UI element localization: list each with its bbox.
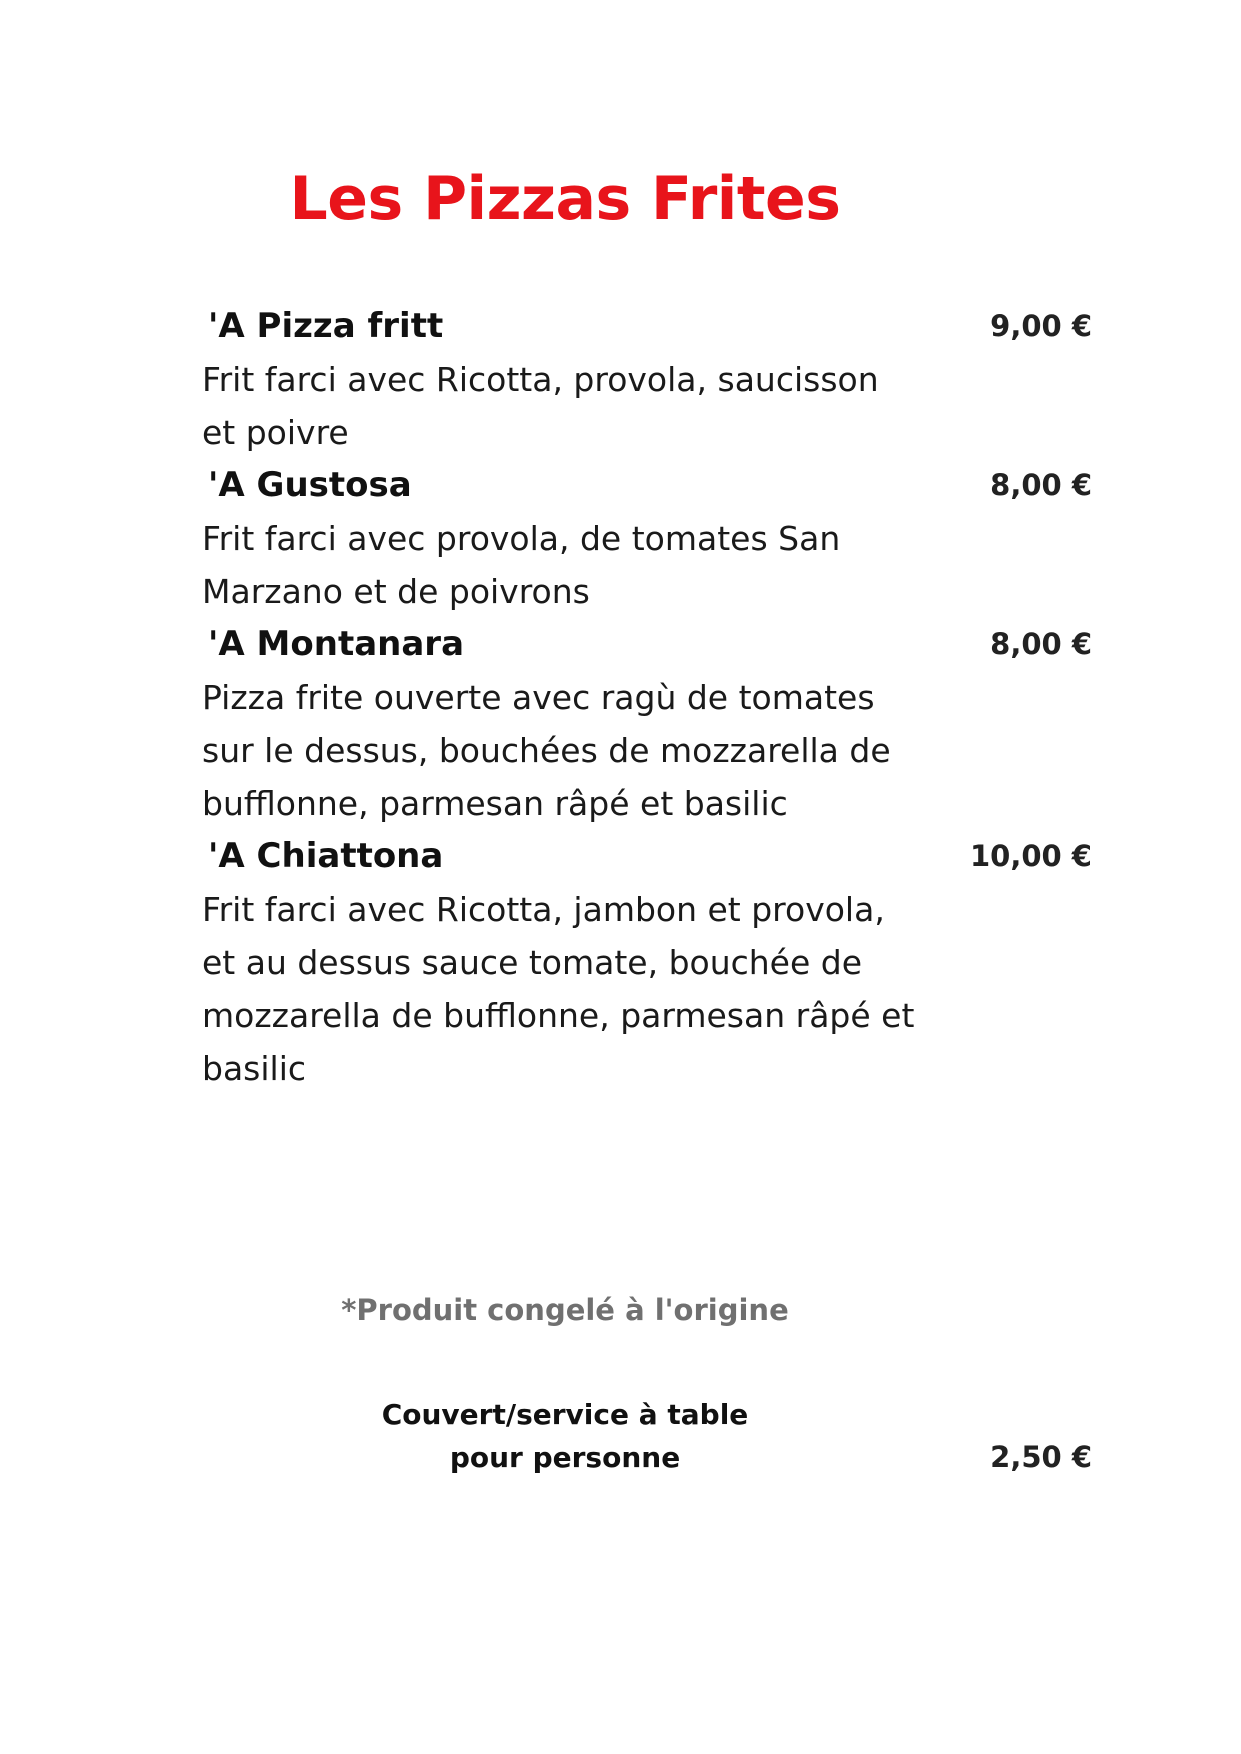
- item-description: Frit farci avec Ricotta, jambon et provola, et au dessus sauce tomate, bouchée de mozzarella de bufflonne, parmesan râpé et basilic: [202, 890, 915, 1088]
- menu-item-montanara: [202, 618, 1092, 830]
- menu-list: [202, 300, 1092, 1095]
- item-name: 'A Gustosa: [208, 465, 412, 505]
- item-name: 'A Chiattona: [208, 836, 444, 876]
- cover-charge-label: [0, 1393, 1130, 1479]
- item-description: Pizza frite ouverte avec ragù de tomates sur le dessus, bouchées de mozzarella de bufflonne, parmesan râpé et basilic: [202, 678, 891, 823]
- item-price: 10,00 €: [969, 839, 1092, 873]
- item-price: 8,00 €: [990, 468, 1092, 502]
- item-description: Frit farci avec provola, de tomates San Marzano et de poivrons: [202, 519, 841, 611]
- item-price: 9,00 €: [990, 309, 1092, 343]
- cover-charge-line-2: pour personne: [449, 1441, 681, 1474]
- cover-charge-line-1: Couvert/service à table: [381, 1398, 749, 1431]
- menu-item-chiattona: [202, 830, 1092, 1095]
- item-name: 'A Pizza fritt: [208, 306, 444, 346]
- menu-item-gustosa: [202, 459, 1092, 618]
- cover-charge-price: 2,50 €: [990, 1440, 1092, 1474]
- frozen-product-note: *Produit congelé à l'origine: [341, 1293, 789, 1327]
- menu-title: Les Pizzas Frites: [289, 164, 841, 234]
- item-name: 'A Montanara: [208, 624, 465, 664]
- menu-item-pizza-fritt: [202, 300, 1092, 459]
- item-description: Frit farci avec Ricotta, provola, saucisson et poivre: [202, 360, 879, 452]
- item-price: 8,00 €: [990, 627, 1092, 661]
